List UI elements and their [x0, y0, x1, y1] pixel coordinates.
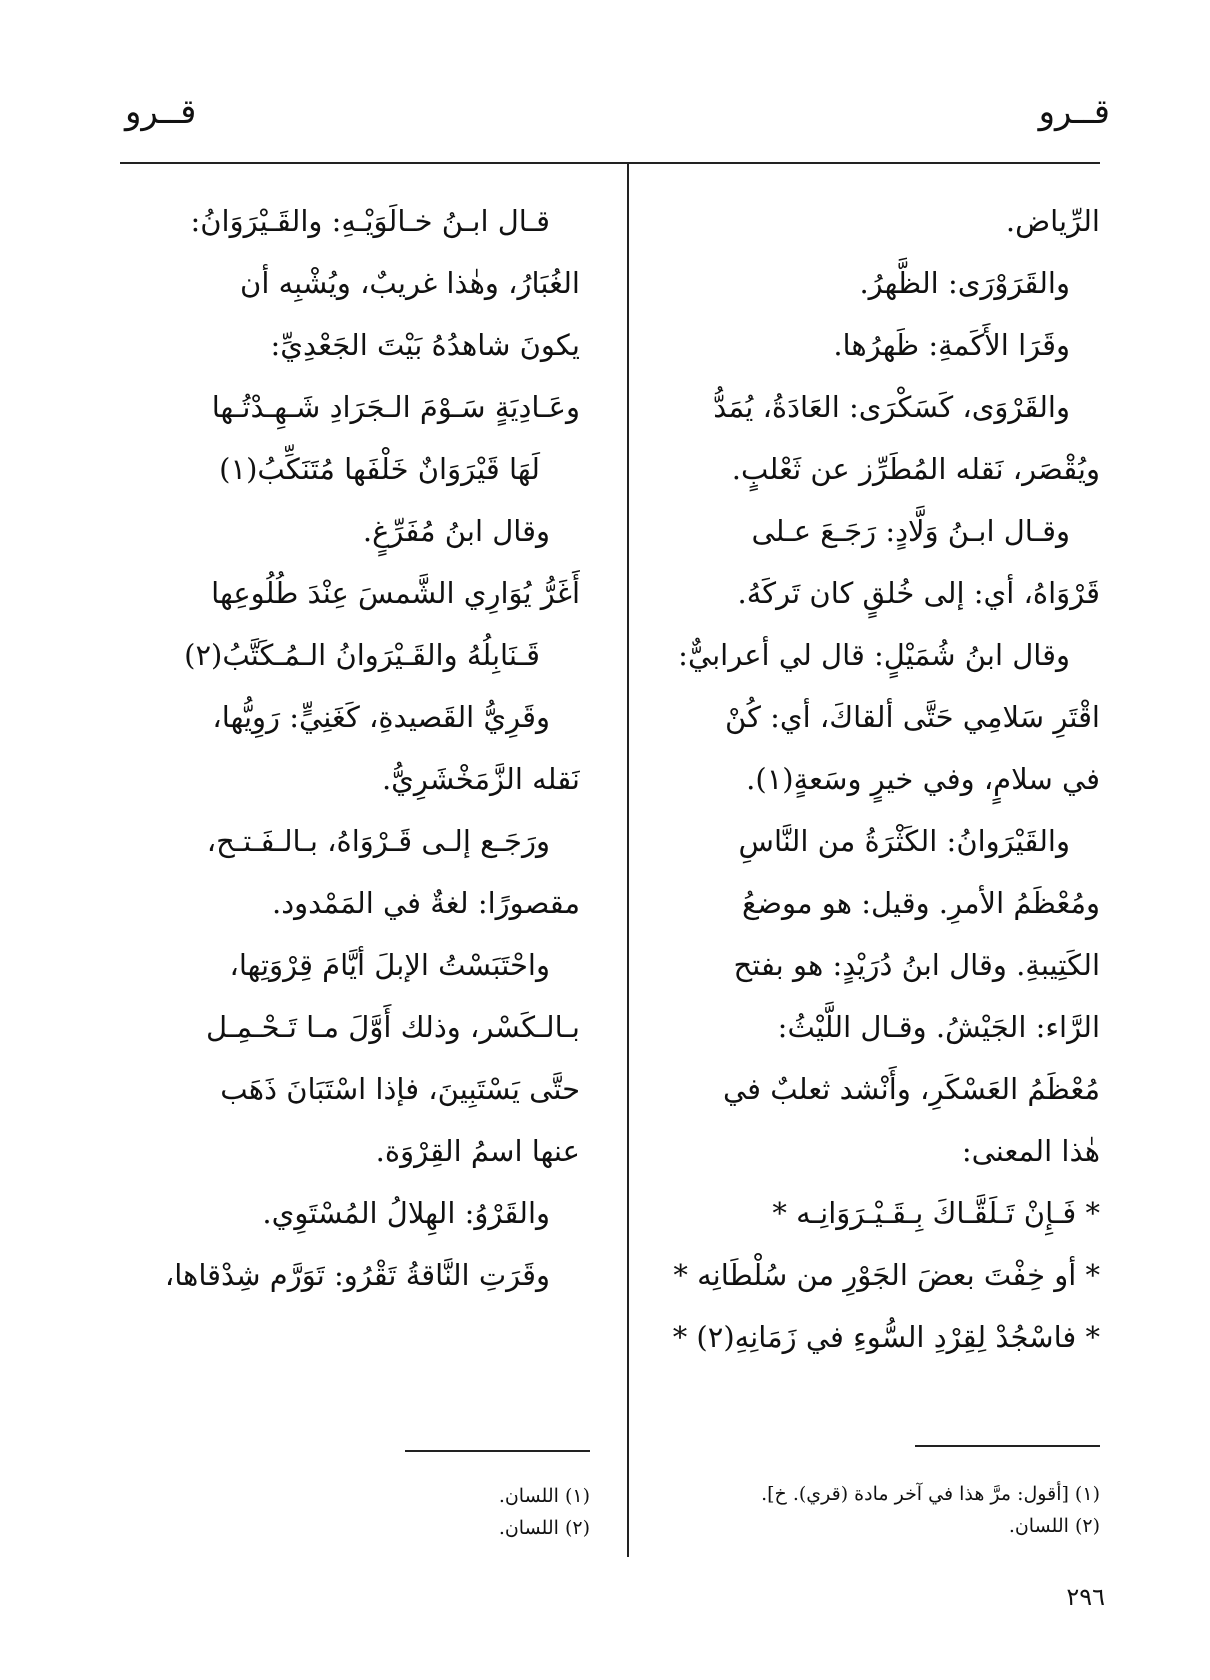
footnote: (٢) اللسان. [498, 1517, 590, 1539]
text-line: وقَرَتِ النَّاقةُ تَقْرُو: تَوَرَّم شِدْقاها، [164, 1258, 550, 1292]
footnotes-left [360, 1480, 590, 1544]
text-line: وقـال ابـنُ وَلَّادٍ: رَجَـعَ عـلى [751, 514, 1070, 548]
text-line: مقصورًا: لغةٌ في المَمْدود. [271, 886, 580, 920]
text-line: الرَّاء: الجَيْشُ. وقـال اللَّيْثُ: [777, 1010, 1100, 1044]
text-line: وقال ابنُ مُفَرِّغٍ. [362, 514, 550, 548]
column-divider [627, 162, 629, 1557]
text-line: يكونَ شاهدُهُ بَيْتَ الجَعْدِيِّ: [270, 328, 580, 362]
verse-line: * أو خِفْتَ بعضَ الجَوْرِ من سُلْطَانِه * [673, 1258, 1100, 1292]
text-line: ورَجَـع إلـى قَـرْوَاهُ، بـالـفَـتـح، [206, 824, 550, 858]
text-line: واحْتَبَسْتُ الإبلَ أيَّامَ قِرْوَتِها، [229, 948, 550, 982]
running-head-right: قــرو [1038, 92, 1110, 132]
left-column [140, 190, 580, 1306]
verse-line: قَـنَابِلُهُ والقَـيْرَوانُ الـمُـكَتَّبُ(٢) [184, 638, 540, 672]
verse-line: أَغَرُّ يُوَارِي الشَّمسَ عِنْدَ طُلُوعِها [211, 576, 580, 610]
verse-line: لَهَا قَيْرَوَانٌ خَلْفَها مُتَنَكِّبُ(١) [219, 452, 540, 486]
text-line: الكَتِيبةِ. وقال ابنُ دُرَيْدٍ: هو بفتح [733, 948, 1100, 982]
text-line: ويُقْصَر، نَقله المُطَرِّز عن ثَعْلبٍ. [731, 452, 1100, 486]
footnote-rule-left [405, 1450, 590, 1452]
footnotes-right [660, 1478, 1100, 1542]
right-column [660, 190, 1100, 1368]
text-line: والقَيْرَوانُ: الكَثْرَةُ من النَّاسِ [738, 824, 1070, 858]
text-line: بـالـكَسْر، وذلك أَوَّلَ مـا تَـحْـمِـل [205, 1010, 580, 1044]
text-line: ومُعْظَمُ الأمرِ. وقيل: هو موضعُ [741, 886, 1100, 920]
verse-line: * فَـإِنْ تَـلَقَّـاكَ بِـقَـيْـرَوَانِـه * [772, 1196, 1100, 1230]
text-line: نَقله الزَّمَخْشَرِيُّ. [381, 762, 580, 796]
running-head-left: قــرو [125, 92, 197, 132]
footnote: (٢) اللسان. [1008, 1515, 1100, 1537]
footnote-rule-right [915, 1445, 1100, 1447]
text-line: وقال ابنُ شُمَيْلٍ: قال لي أعرابيٌّ: [678, 638, 1070, 672]
text-line: والقَرْوَى، كَسَكْرَى: العَادَةُ، يُمَدُّ [713, 390, 1070, 424]
text-line: مُعْظَمُ العَسْكَرِ، وأَنْشد ثعلبٌ في [722, 1072, 1100, 1106]
text-line: قَرْوَاهُ، أي: إلى خُلقٍ كان تَركَهُ. [737, 576, 1100, 610]
page-number: ٢٩٦ [1066, 1583, 1105, 1611]
text-line: اقْتَرِ سَلامِي حَتَّى ألقاكَ، أي: كُنْ [725, 700, 1100, 734]
text-line: وقَرَا الأَكَمةِ: ظَهرُها. [833, 328, 1070, 362]
header-rule [120, 162, 1100, 164]
text-line: الرِّياض. [1005, 204, 1100, 238]
text-line: الغُبَارُ، وهٰذا غريبٌ، ويُشْبِه أن [240, 266, 580, 300]
footnote: (١) [أقول: مرَّ هذا في آخر مادة (قري). خ]. [761, 1483, 1100, 1505]
text-line: والقَرْوُ: الهِلالُ المُسْتَوِي. [262, 1196, 550, 1230]
footnote: (١) اللسان. [498, 1485, 590, 1507]
text-line: في سلامٍ، وفي خيرٍ وسَعةٍ(١). [746, 762, 1100, 796]
text-line: والقَرَوْرَى: الظَّهرُ. [859, 266, 1070, 300]
verse-line: * فاسْجُدْ لِقِرْدِ السُّوءِ في زَمَانِهِ(٢) * [672, 1320, 1100, 1354]
text-line: قـال ابـنُ خـالَوَيْـهِ: والقَـيْرَوَانُ: [190, 204, 550, 238]
text-line: عنها اسمُ القِرْوَة. [375, 1134, 580, 1168]
text-line: وقَرِيُّ القَصيدةِ، كَغَنِيٍّ: رَوِيُّها، [212, 700, 550, 734]
text-line: هٰذا المعنى: [961, 1134, 1100, 1168]
verse-line: وعَـادِيَةٍ سَـوْمَ الـجَرَادِ شَـهِـدْتُـها [211, 390, 580, 424]
text-line: حتَّى يَسْتَبِينَ، فإذا اسْتَبَانَ ذَهَب [220, 1072, 580, 1106]
